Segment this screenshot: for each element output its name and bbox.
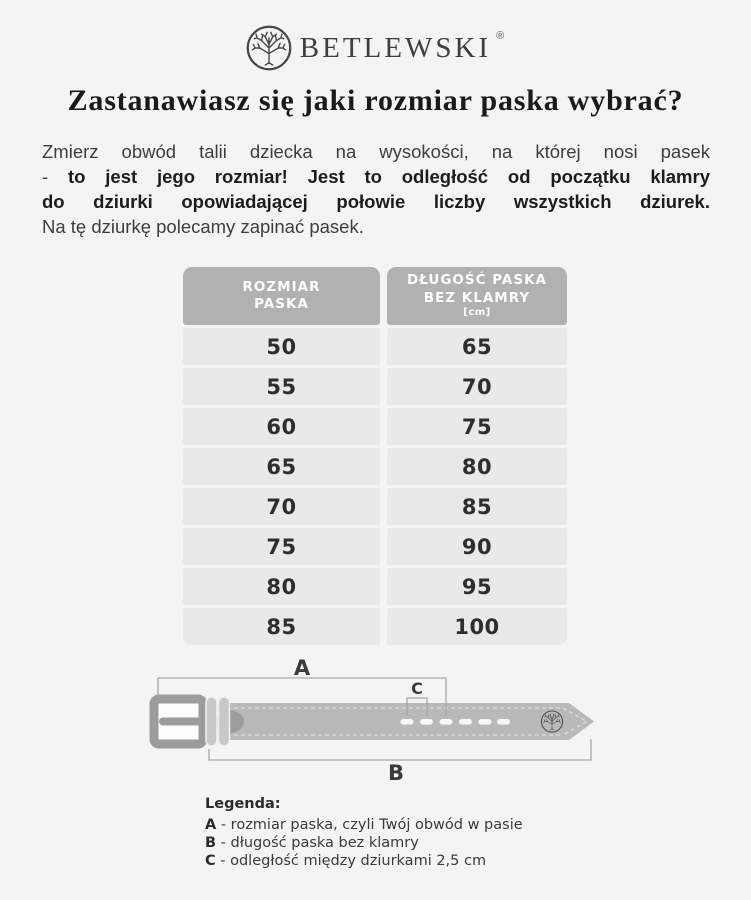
belt-hole (497, 719, 510, 725)
belt-hole (479, 719, 492, 725)
belt-hole (440, 719, 453, 725)
belt-diagram (0, 645, 751, 795)
header-unit: [cm] (463, 306, 491, 318)
cell-dlugosc: 100 (387, 608, 567, 645)
cell-rozmiar: 65 (183, 448, 380, 485)
belt-keeper (206, 697, 217, 746)
brand-name: BETLEWSKI (299, 31, 492, 64)
legend-item-c: C - odległość między dziurkami 2,5 cm (205, 853, 487, 869)
cell-rozmiar: 85 (183, 608, 380, 645)
cell-rozmiar: 60 (183, 408, 380, 445)
cell-dlugosc: 95 (387, 568, 567, 605)
dim-b-bracket (209, 739, 591, 760)
intro-line: do dziurki opowiadającej połowie liczby wszystkich dziurek. (42, 191, 710, 212)
page-title: Zastanawiasz się jaki rozmiar paska wybrać? (67, 84, 684, 117)
dim-a-label: A (293, 656, 311, 680)
cell-rozmiar: 55 (183, 368, 380, 405)
legend (205, 795, 523, 870)
registered-mark: ® (496, 30, 505, 42)
legend-item-a: A - rozmiar paska, czyli Twój obwód w pasie (205, 817, 523, 833)
cell-dlugosc: 90 (387, 528, 567, 565)
tree-icon (245, 24, 293, 72)
cell-rozmiar: 75 (183, 528, 380, 565)
intro-line: - to jest jego rozmiar! Jest to odległość od początku klamry (42, 166, 710, 187)
cell-rozmiar: 70 (183, 488, 380, 525)
cell-dlugosc: 65 (387, 328, 567, 365)
intro-line: Zmierz obwód talii dziecka na wysokości, na której nosi pasek (42, 141, 710, 162)
belt-hole (420, 719, 433, 725)
belt-hole (459, 719, 472, 725)
cell-dlugosc: 85 (387, 488, 567, 525)
brand-logo (0, 24, 751, 72)
cell-rozmiar: 80 (183, 568, 380, 605)
dim-b-label: B (387, 761, 405, 785)
belt-keeper (219, 697, 230, 746)
cell-dlugosc: 80 (387, 448, 567, 485)
dim-c-label: C (411, 679, 423, 698)
cell-dlugosc: 75 (387, 408, 567, 445)
intro-text (42, 139, 710, 239)
cell-dlugosc: 70 (387, 368, 567, 405)
col-header-dlugosc-paska: DŁUGOŚĆ PASKA BEZ KLAMRY [cm] (387, 267, 567, 325)
cell-rozmiar: 50 (183, 328, 380, 365)
intro-line: Na tę dziurkę polecamy zapinać pasek. (42, 216, 364, 237)
size-table (183, 267, 567, 645)
belt-hole (401, 719, 414, 725)
legend-title: Legenda: (205, 796, 281, 812)
legend-item-b: B - długość paska bez klamry (205, 835, 419, 851)
col-header-rozmiar-paska: ROZMIAR PASKA (183, 267, 380, 325)
